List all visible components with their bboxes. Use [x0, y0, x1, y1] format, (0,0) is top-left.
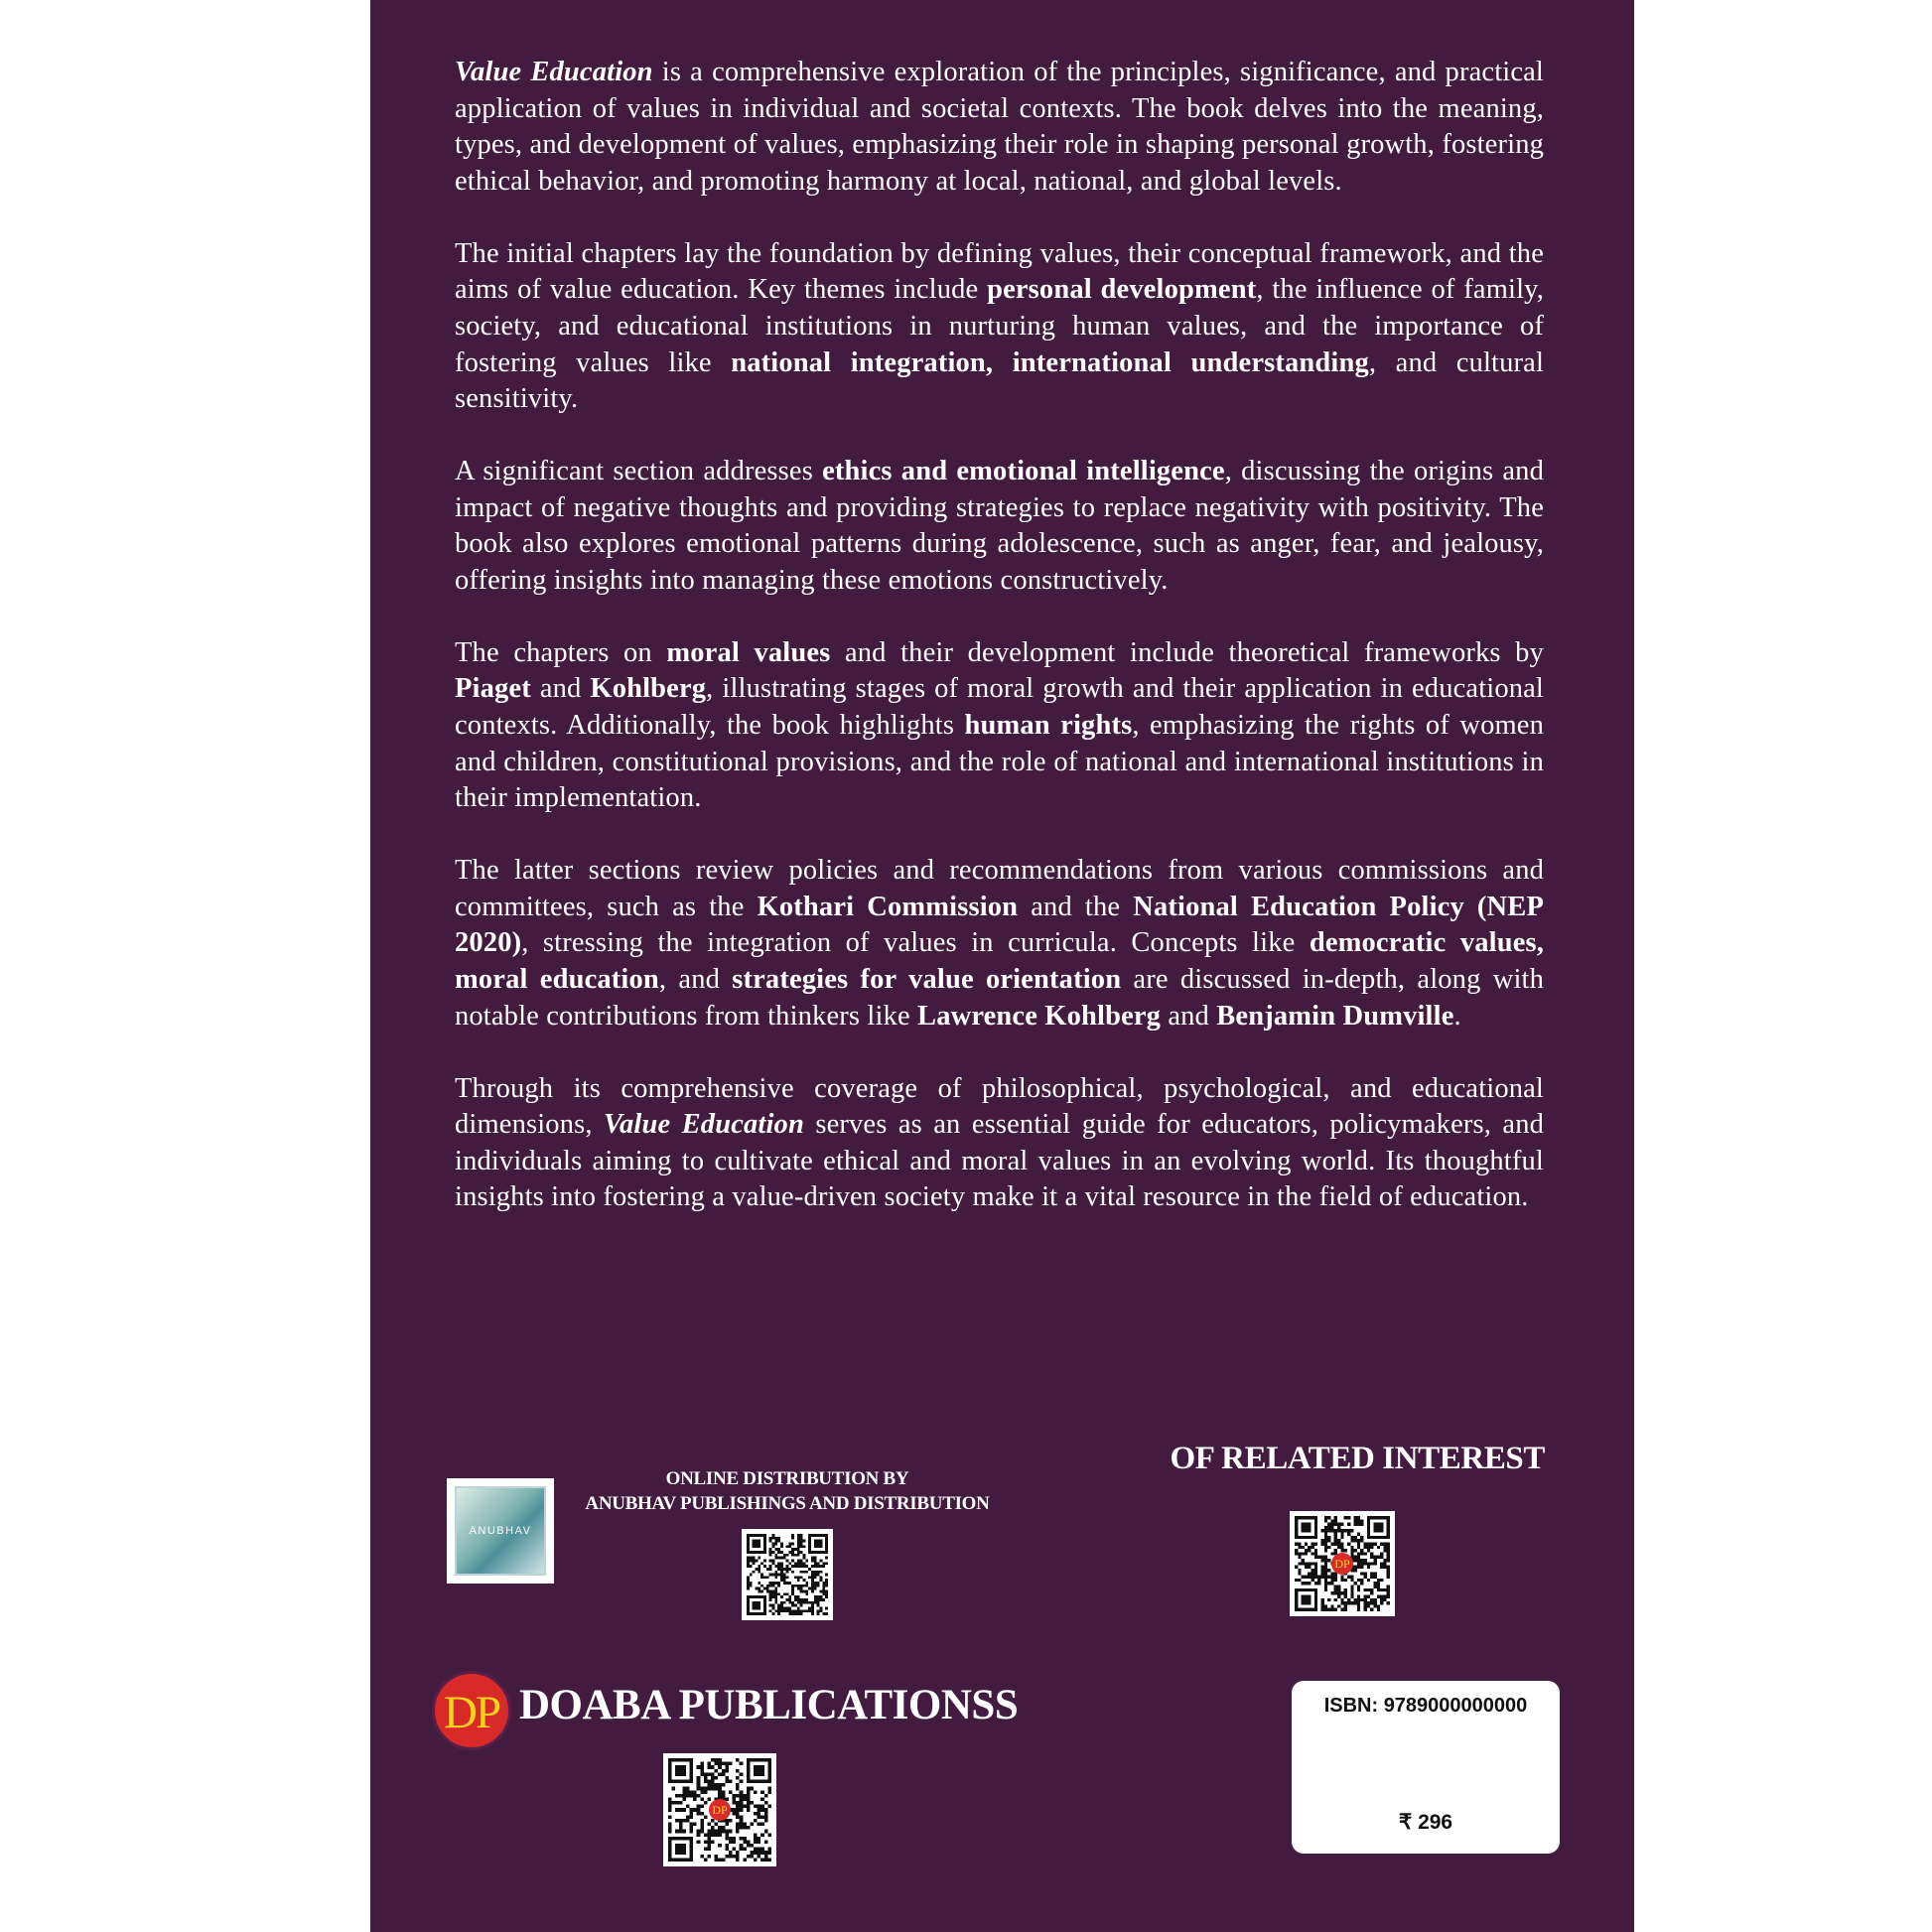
blurb-text: , discussing the origins and impact of negative thoughts and providing strategies to replace negativity with positivity. The book also explores emotional patterns during adolescence, such as anger, fear, and jealousy, offering insights into managing these emotions constructively.: [455, 456, 1544, 596]
dp-mini-badge: [709, 1799, 731, 1821]
blurb-paragraph-3: [455, 454, 1544, 599]
publisher-name: DOABA PUBLICATIONSS: [519, 1682, 1019, 1728]
blurb-text: .: [1453, 1000, 1461, 1032]
dp-mini-badge-text: DP: [712, 1802, 728, 1817]
blurb-text: and: [1161, 1000, 1217, 1032]
blurb-text: A significant section addresses: [455, 456, 823, 487]
book-title-italic: Value Education: [604, 1109, 804, 1141]
dp-mini-badge-text: DP: [1334, 1556, 1350, 1571]
related-interest-heading: OF RELATED INTEREST: [1170, 1441, 1545, 1476]
blurb-highlight: Piaget: [455, 673, 531, 705]
book-title-italic: Value Education: [455, 57, 653, 87]
blurb-highlight: strategies for value orientation: [732, 964, 1122, 996]
blurb-highlight: moral values: [666, 636, 831, 668]
blurb-paragraph-5: [455, 853, 1544, 1035]
distribution-qr-code[interactable]: [742, 1529, 833, 1620]
blurb-text: , stressing the integration of values in curricula. Concepts like: [521, 927, 1310, 959]
blurb-paragraph-4: [455, 635, 1544, 817]
blurb-text: The latter sections review policies and recommendations from various commissions and committees, such as the: [455, 855, 1544, 922]
blurb-text: The chapters on: [455, 636, 667, 668]
blurb-text: , the influence of family, society, and educational institutions in nurturing human values, and the importance of fostering values like: [455, 274, 1545, 378]
blurb-text: and: [530, 673, 591, 705]
dp-logo-text: DP: [443, 1687, 500, 1738]
distribution-line-1: ONLINE DISTRIBUTION BY: [665, 1468, 909, 1489]
book-back-cover: [370, 0, 1634, 1932]
blurb-highlight: Benjamin Dumville: [1216, 1000, 1454, 1032]
blurb-text: and the: [1018, 891, 1134, 922]
related-interest-qr-code[interactable]: [1290, 1511, 1395, 1616]
blurb-paragraph-6: [455, 1071, 1544, 1216]
blurb-highlight: personal development: [987, 274, 1257, 306]
blurb-text: , and cultural sensitivity.: [455, 346, 1545, 415]
distribution-line-2: ANUBHAV PUBLISHINGS AND DISTRIBUTION: [585, 1493, 990, 1514]
qr-pattern: [747, 1534, 828, 1615]
blurb-text: are discussed in-depth, along with notable contributions from thinkers like: [455, 964, 1544, 1032]
blurb-text: is a comprehensive exploration of the principles, significance, and practical application of values in individual and societal contexts. The book delves into the meaning, types, and development of values, emphasizing their role in shaping personal growth, fostering ethical behavior, and promoting harmony at local, national, and global levels.: [455, 57, 1544, 197]
blurb-highlight: Kohlberg: [590, 673, 707, 705]
book-price: ₹ 296: [1398, 1811, 1453, 1834]
anubhav-logo-text: ANUBHAV: [469, 1525, 532, 1537]
blurb-highlight: Lawrence Kohlberg: [917, 1000, 1162, 1032]
blurb-highlight: democratic values, moral education: [455, 927, 1545, 996]
blurb-text: , illustrating stages of moral growth and their application in educational contexts. Additionally, the book highlights: [455, 673, 1544, 742]
blurb-text: and their development include theoretical frameworks by: [830, 636, 1544, 668]
dp-logo-badge: [432, 1671, 511, 1750]
blurb-highlight: national integration, international understanding: [731, 346, 1369, 378]
anubhav-logo-art: [455, 1486, 546, 1576]
blurb-highlight: ethics and emotional intelligence: [822, 456, 1225, 487]
blurb-text: , emphasizing the rights of women and children, constitutional provisions, and the role of national and international institutions in their implementation.: [455, 710, 1545, 814]
anubhav-logo: [447, 1478, 554, 1584]
isbn-number: ISBN: 9789000000000: [1323, 1695, 1528, 1717]
blurb-paragraph-2: [455, 236, 1544, 418]
blurb-highlight: Kothari Commission: [757, 891, 1019, 922]
publisher-qr-code[interactable]: [663, 1753, 776, 1866]
blurb-text: Through its comprehensive coverage of philosophical, psychological, and educational dimensions,: [455, 1072, 1544, 1141]
blurb-text: , and: [658, 964, 733, 996]
blurb-paragraph-1: [455, 55, 1544, 200]
online-distribution-label: [539, 1466, 1035, 1516]
dp-mini-badge: [1331, 1553, 1353, 1575]
blurb-text: serves as an essential guide for educators, policymakers, and individuals aiming to cultivate ethical and moral values in an evolving world. Its thoughtful insights into fostering a value-driven society make it a vital resource in the field of education.: [455, 1109, 1545, 1213]
isbn-barcode-box: [1292, 1681, 1560, 1854]
blurb-text: The initial chapters lay the foundation by defining values, their conceptual framework, and the aims of value education. Key themes include: [455, 237, 1544, 306]
book-blurb: [455, 55, 1544, 1216]
blurb-highlight: human rights: [964, 710, 1133, 742]
blurb-highlight: National Education Policy (NEP 2020): [455, 891, 1544, 959]
